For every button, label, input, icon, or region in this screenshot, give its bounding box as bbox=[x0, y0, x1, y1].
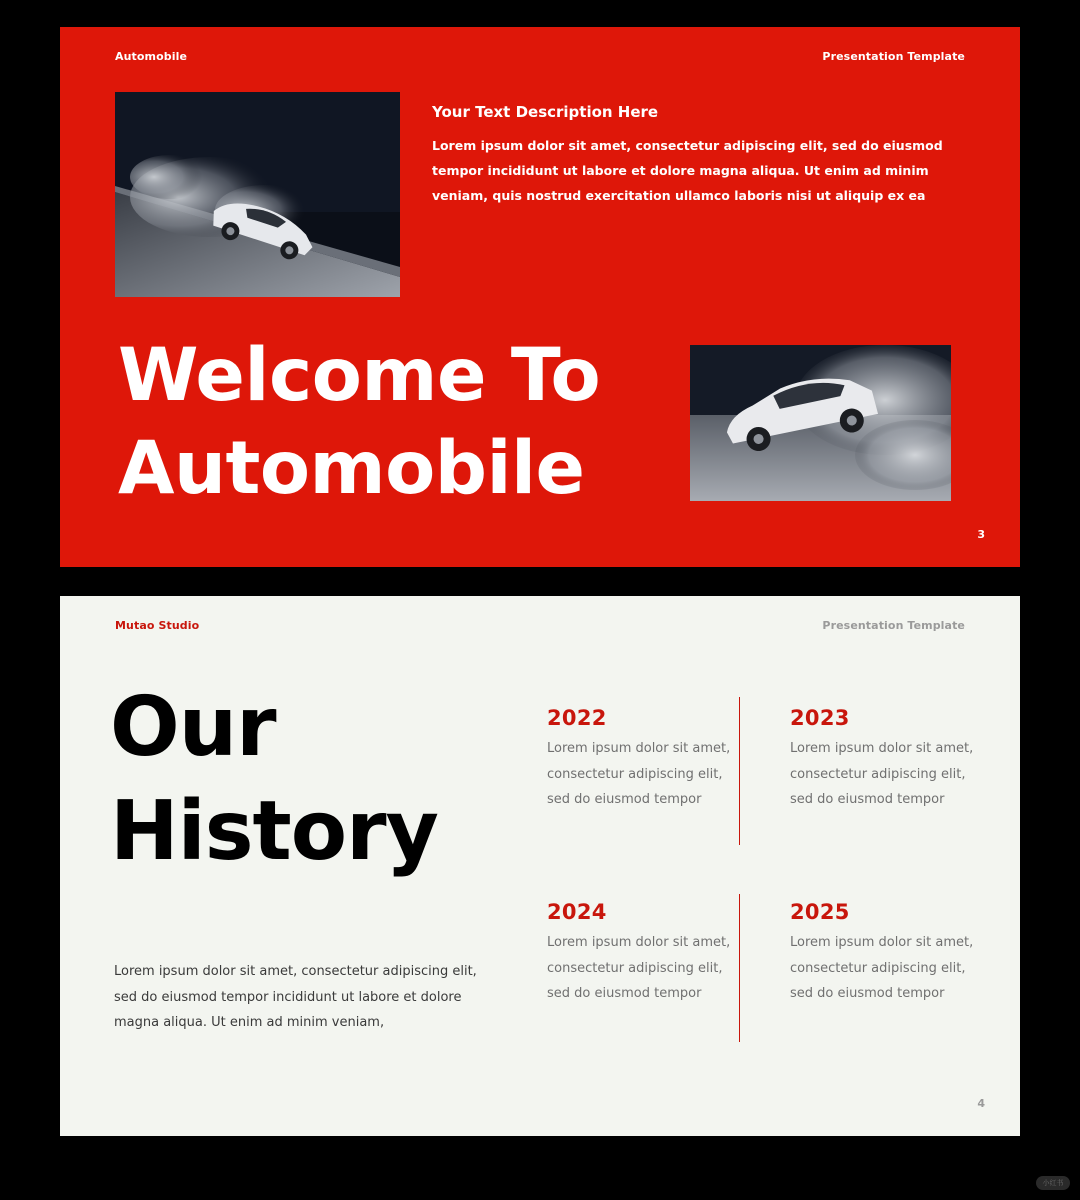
welcome-title bbox=[118, 329, 600, 515]
template-label: Presentation Template bbox=[822, 619, 965, 632]
description-title: Your Text Description Here bbox=[432, 103, 659, 121]
watermark-badge: 小红书 bbox=[1036, 1176, 1070, 1190]
timeline-divider bbox=[739, 697, 740, 845]
page-number: 4 bbox=[977, 1097, 985, 1110]
timeline-item-2025 bbox=[790, 900, 975, 1007]
wagon-car-photo bbox=[690, 345, 951, 501]
history-title-line2: History bbox=[110, 784, 438, 879]
year-text: Lorem ipsum dolor sit amet, consectetur adipiscing elit, sed do eiusmod tempor bbox=[790, 741, 974, 807]
timeline-item-2023 bbox=[790, 706, 975, 813]
history-body: Lorem ipsum dolor sit amet, consectetur adipiscing elit, sed do eiusmod tempor incididunt ut labore et dolore magna aliqua. Ut enim ad minim veniam, bbox=[114, 964, 477, 1030]
welcome-title-line2: Automobile bbox=[118, 426, 585, 511]
template-label: Presentation Template bbox=[822, 50, 965, 63]
drifting-car-photo bbox=[115, 92, 400, 297]
page-number: 3 bbox=[977, 528, 985, 541]
year-label: 2025 bbox=[790, 900, 850, 924]
timeline-item-2022 bbox=[547, 706, 732, 813]
year-label: 2022 bbox=[547, 706, 607, 730]
year-label: 2023 bbox=[790, 706, 850, 730]
history-title-line1: Our bbox=[110, 680, 276, 775]
history-title bbox=[110, 676, 438, 884]
timeline-divider bbox=[739, 894, 740, 1042]
year-text: Lorem ipsum dolor sit amet, consectetur adipiscing elit, sed do eiusmod tempor bbox=[547, 741, 731, 807]
studio-label: Mutao Studio bbox=[115, 619, 200, 632]
brand-label: Automobile bbox=[115, 50, 188, 63]
welcome-title-line1: Welcome To bbox=[118, 333, 601, 418]
year-label: 2024 bbox=[547, 900, 607, 924]
year-text: Lorem ipsum dolor sit amet, consectetur adipiscing elit, sed do eiusmod tempor bbox=[790, 935, 974, 1001]
timeline-item-2024 bbox=[547, 900, 732, 1007]
year-text: Lorem ipsum dolor sit amet, consectetur adipiscing elit, sed do eiusmod tempor bbox=[547, 935, 731, 1001]
slide-automobile-welcome[interactable] bbox=[60, 27, 1020, 567]
slide-our-history[interactable] bbox=[60, 596, 1020, 1136]
description-body: Lorem ipsum dolor sit amet, consectetur adipiscing elit, sed do eiusmod tempor incididunt ut labore et dolore magna aliqua. Ut enim ad minim veniam, quis nostrud exercitation ullamco laboris nisi ut aliquip ex ea bbox=[432, 138, 943, 203]
